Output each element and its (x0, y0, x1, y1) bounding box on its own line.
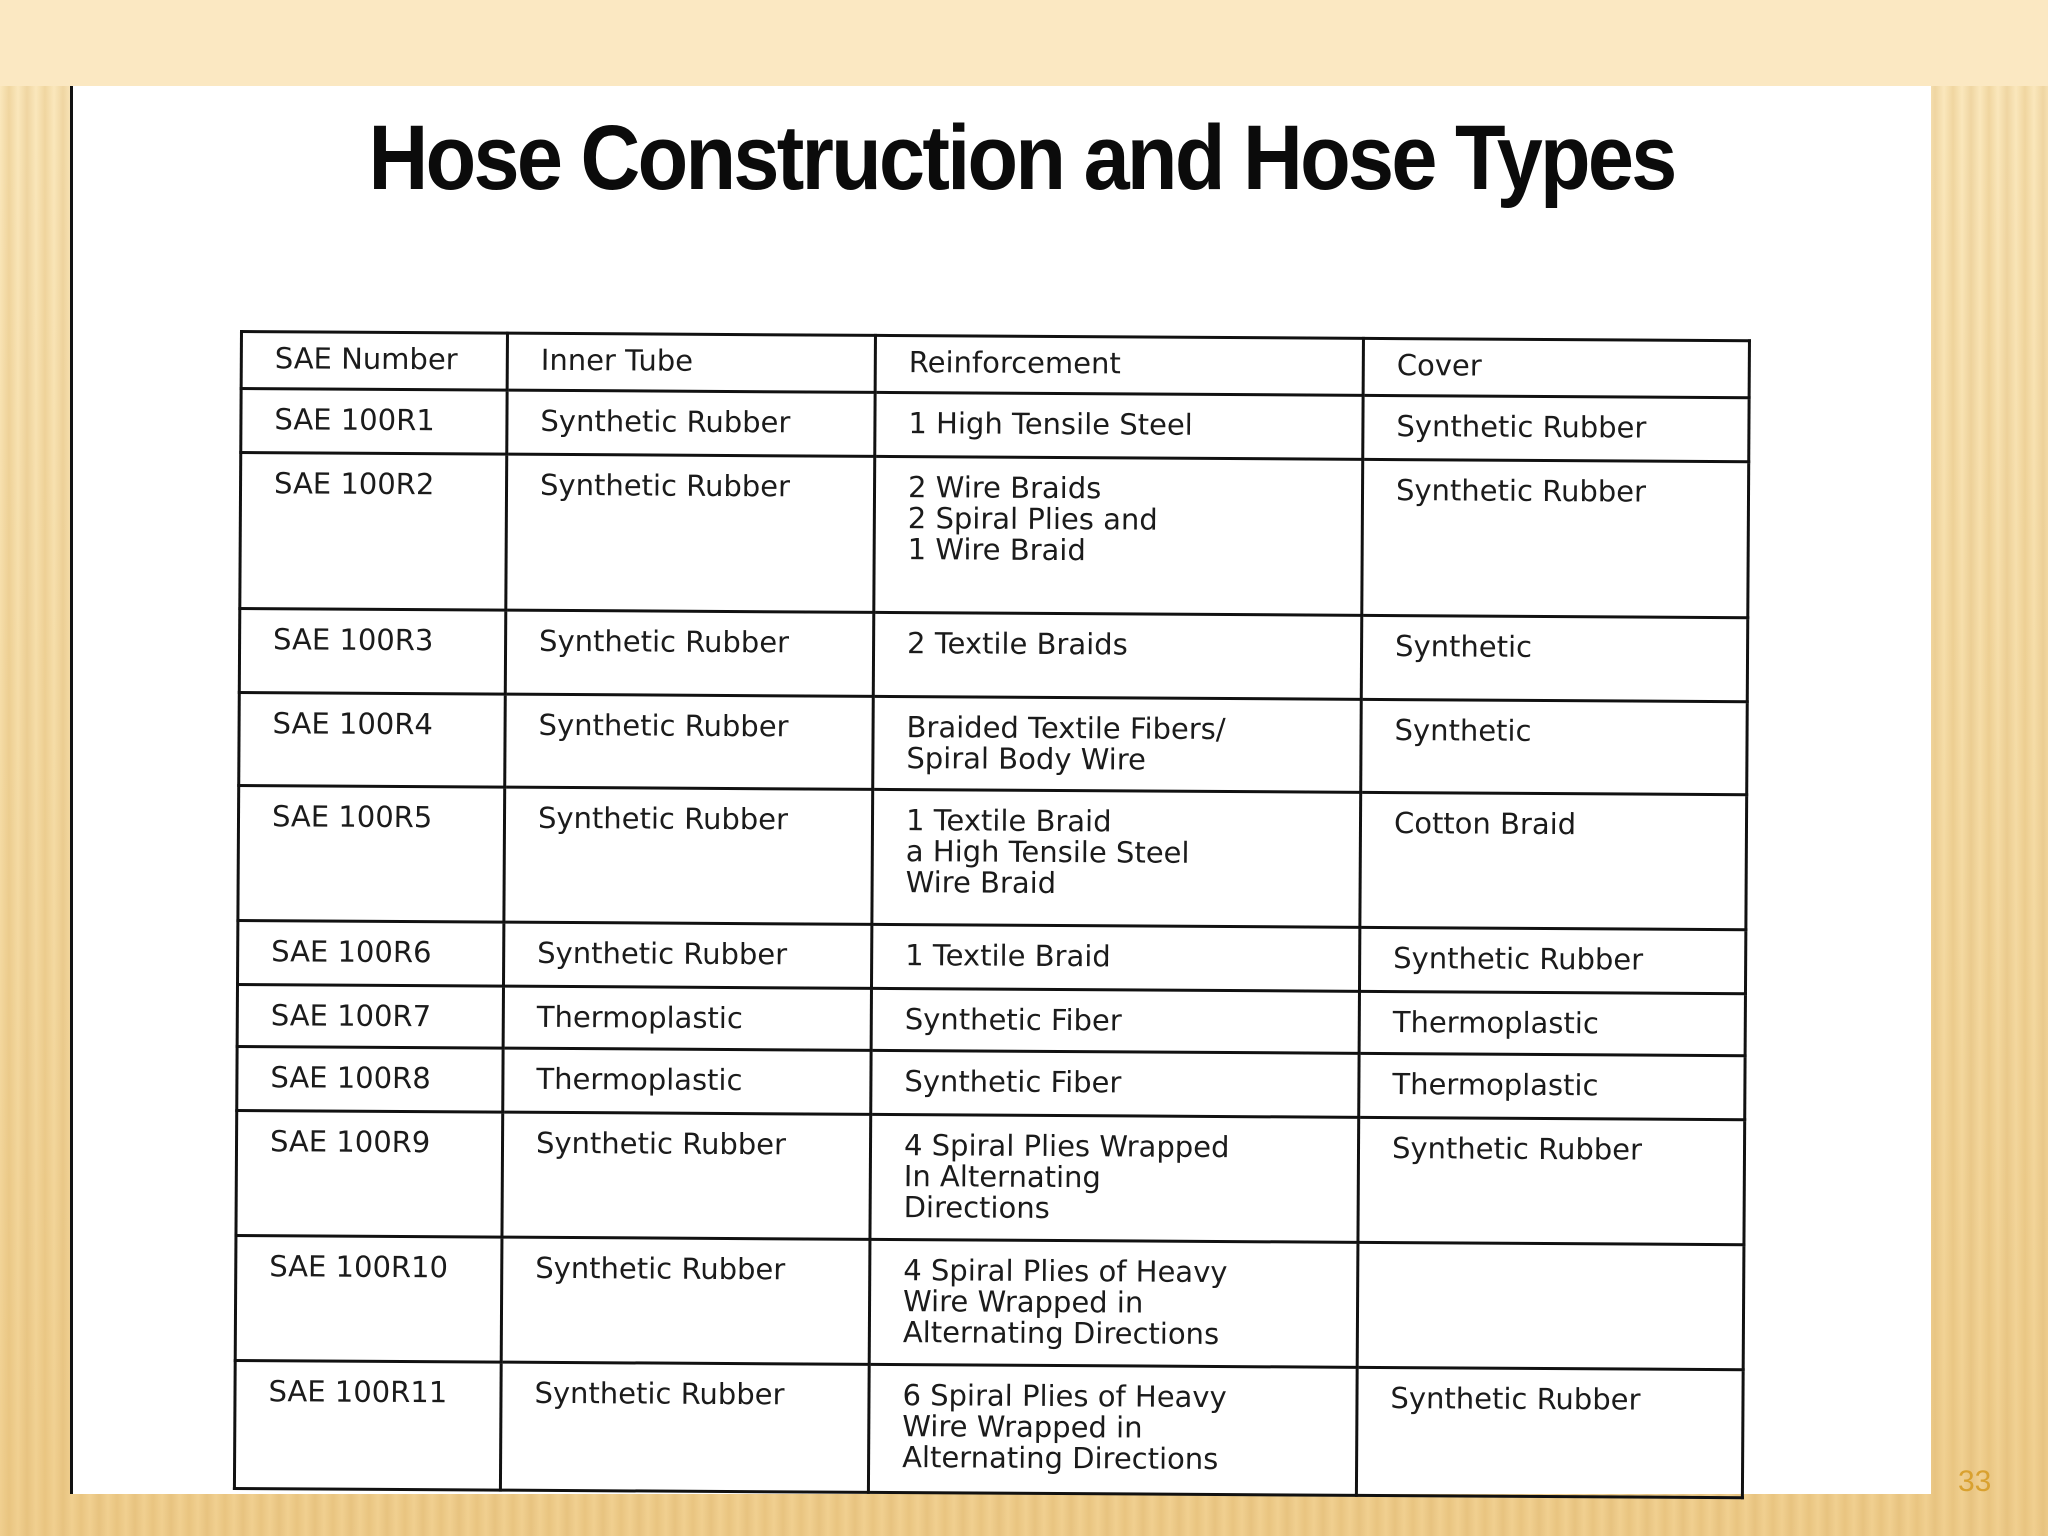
cover-cell: Thermoplastic (1359, 1053, 1745, 1119)
hose-types-table (233, 330, 1751, 1499)
table-row (235, 1236, 1744, 1371)
reinforcement-line: Alternating Directions (902, 1440, 1219, 1477)
cover-cell: Synthetic Rubber (1362, 459, 1749, 618)
header-sae-number: SAE Number (241, 332, 507, 391)
reinforcement-line: Directions (903, 1189, 1050, 1225)
reinforcement-line: 1 High Tensile Steel (908, 406, 1193, 442)
reinforcement-line: 1 Textile Braid (905, 802, 1112, 839)
reinforcement-line: 4 Spiral Plies of Heavy (903, 1253, 1228, 1290)
sae-number-cell: SAE 100R9 (236, 1110, 503, 1237)
reinforcement-line: Synthetic Fiber (904, 1002, 1122, 1038)
inner-tube-cell: Thermoplastic (503, 986, 871, 1050)
table-row (236, 1110, 1745, 1245)
sae-number-cell: SAE 100R2 (240, 452, 507, 610)
reinforcement-line: 4 Spiral Plies Wrapped (903, 1127, 1230, 1164)
reinforcement-line: Spiral Body Wire (906, 741, 1146, 777)
cover-cell: Synthetic Rubber (1359, 928, 1745, 994)
header-cover: Cover (1363, 338, 1749, 397)
reinforcement-line: Synthetic Fiber (904, 1063, 1122, 1100)
reinforcement-cell (873, 697, 1362, 792)
inner-tube-cell: Synthetic Rubber (506, 454, 875, 612)
inner-tube-cell: Synthetic Rubber (505, 610, 874, 697)
cover-cell: Synthetic Rubber (1363, 395, 1749, 461)
reinforcement-line: 1 Textile Braid (905, 938, 1111, 974)
page-number: 33 (1958, 1465, 1992, 1498)
reinforcement-cell (873, 612, 1362, 699)
reinforcement-line: a High Tensile Steel (905, 833, 1190, 870)
inner-tube-cell: Synthetic Rubber (500, 1363, 869, 1493)
reinforcement-line: Wire Braid (905, 864, 1057, 900)
sae-number-cell: SAE 100R3 (239, 608, 506, 694)
table-row (237, 985, 1745, 1056)
reinforcement-cell (872, 789, 1361, 928)
table-row (234, 1361, 1743, 1498)
inner-tube-cell: Synthetic Rubber (504, 787, 873, 925)
header-reinforcement: Reinforcement (875, 335, 1363, 395)
reinforcement-line: 2 Textile Braids (906, 626, 1128, 662)
table-row (241, 389, 1749, 462)
sae-number-cell: SAE 100R4 (239, 693, 506, 787)
reinforcement-cell (870, 1114, 1359, 1242)
reinforcement-line: Wire Wrapped in (902, 1409, 1143, 1445)
inner-tube-cell: Thermoplastic (503, 1048, 871, 1114)
reinforcement-line: 2 Spiral Plies and (907, 500, 1158, 537)
reinforcement-cell (869, 1239, 1358, 1367)
reinforcement-line: 2 Wire Braids (907, 469, 1102, 505)
reinforcement-cell (871, 1050, 1359, 1117)
reinforcement-line: Braided Textile Fibers/ (906, 710, 1226, 747)
reinforcement-cell (871, 989, 1359, 1054)
reinforcement-line: Wire Wrapped in (902, 1284, 1144, 1320)
cover-cell: Synthetic Rubber (1356, 1368, 1743, 1498)
reinforcement-line: 1 Wire Braid (907, 531, 1086, 567)
table-row (237, 1046, 1745, 1119)
inner-tube-cell: Synthetic Rubber (501, 1237, 870, 1365)
header-inner-tube: Inner Tube (507, 333, 875, 392)
sae-number-cell: SAE 100R8 (237, 1046, 503, 1111)
sae-number-cell: SAE 100R10 (235, 1236, 502, 1363)
inner-tube-cell: Synthetic Rubber (503, 923, 871, 989)
sae-number-cell: SAE 100R5 (238, 785, 505, 922)
cover-cell (1357, 1242, 1744, 1370)
reinforcement-cell (874, 456, 1363, 615)
inner-tube-cell: Synthetic Rubber (507, 390, 875, 456)
sae-number-cell: SAE 100R7 (237, 985, 503, 1048)
sae-number-cell: SAE 100R11 (234, 1361, 501, 1490)
cover-cell: Synthetic (1361, 615, 1748, 702)
cover-cell: Synthetic Rubber (1358, 1117, 1745, 1245)
sae-number-cell: SAE 100R6 (238, 921, 504, 986)
inner-tube-cell: Synthetic Rubber (502, 1112, 871, 1240)
sae-number-cell: SAE 100R1 (241, 389, 507, 454)
table-row (238, 785, 1747, 930)
reinforcement-line: In Alternating (903, 1158, 1101, 1194)
inner-tube-cell: Synthetic Rubber (505, 694, 874, 789)
table-row (238, 921, 1746, 994)
reinforcement-cell (875, 392, 1363, 459)
reinforcement-cell (868, 1365, 1357, 1496)
table-row (239, 693, 1748, 795)
reinforcement-line: Alternating Directions (902, 1315, 1220, 1352)
cover-cell: Synthetic (1361, 700, 1748, 795)
slide-top-band (0, 0, 2048, 86)
table-header-row (241, 332, 1749, 398)
cover-cell: Cotton Braid (1360, 792, 1747, 930)
table-row (240, 452, 1749, 617)
reinforcement-cell (871, 925, 1359, 992)
cover-cell: Thermoplastic (1359, 992, 1745, 1056)
table-row (239, 608, 1747, 702)
slide-title: Hose Construction and Hose Types (368, 107, 1675, 209)
reinforcement-line: 6 Spiral Plies of Heavy (902, 1378, 1227, 1415)
